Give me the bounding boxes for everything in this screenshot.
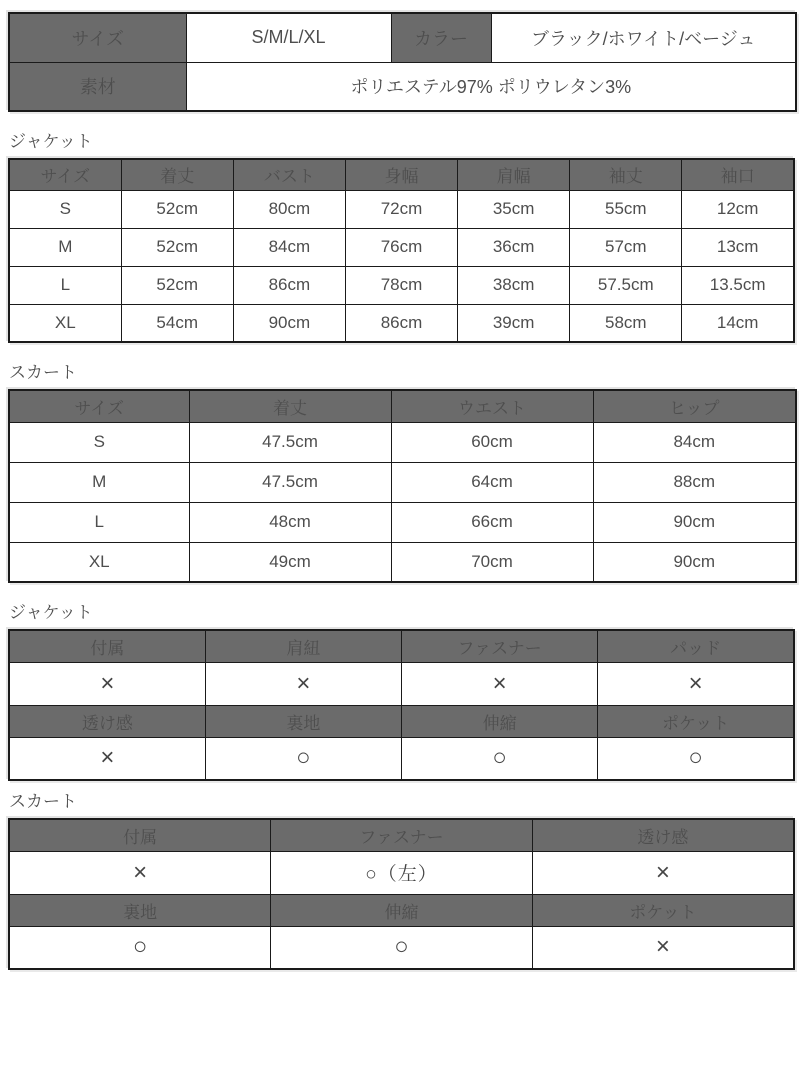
table-row <box>9 926 794 969</box>
table-cell: 84cm <box>233 228 345 266</box>
color-value-cell: ブラック/ホワイト/ベージュ <box>491 13 796 62</box>
size-header-cell: サイズ <box>9 13 186 62</box>
table-header-row <box>9 705 794 737</box>
table-cell <box>402 737 598 780</box>
skirt-spec-table <box>8 818 795 970</box>
cross-mark: × <box>100 744 115 772</box>
column-header: 肩幅 <box>458 159 570 190</box>
jacket-size-table <box>8 158 795 343</box>
table-cell <box>532 926 794 969</box>
column-header: 透け感 <box>532 819 794 851</box>
column-header: 裏地 <box>9 894 271 926</box>
table-cell: 12cm <box>682 190 794 228</box>
table-cell: 86cm <box>233 266 345 304</box>
table-cell: 78cm <box>345 266 457 304</box>
column-header: 身幅 <box>345 159 457 190</box>
table-cell <box>205 737 401 780</box>
table-cell <box>205 662 401 705</box>
column-header: パッド <box>598 630 794 662</box>
table-cell <box>271 851 533 894</box>
table-header-row <box>9 630 794 662</box>
table-row <box>9 62 796 111</box>
column-header: 伸縮 <box>402 705 598 737</box>
table-cell: 52cm <box>121 228 233 266</box>
table-cell: 58cm <box>570 304 682 342</box>
table-cell: 72cm <box>345 190 457 228</box>
circle-mark: ○ <box>296 744 311 772</box>
table-cell: 80cm <box>233 190 345 228</box>
product-summary-table <box>8 12 797 112</box>
table-header-row <box>9 894 794 926</box>
column-header: ファスナー <box>271 819 533 851</box>
table-cell: 90cm <box>233 304 345 342</box>
table-row <box>9 542 796 582</box>
table-cell: 47.5cm <box>189 422 391 462</box>
table-header-row <box>9 159 794 190</box>
jacket-spec-table <box>8 629 795 781</box>
circle-mark: ○ <box>132 933 148 961</box>
table-cell <box>532 851 794 894</box>
column-header: サイズ <box>9 390 189 422</box>
table-cell <box>402 662 598 705</box>
table-cell: 13.5cm <box>682 266 794 304</box>
material-value-cell: ポリエステル97% ポリウレタン3% <box>186 62 796 111</box>
table-cell: 14cm <box>682 304 794 342</box>
table-cell: S <box>9 190 121 228</box>
table-cell <box>598 662 794 705</box>
table-cell: 64cm <box>391 462 593 502</box>
table-cell <box>271 926 533 969</box>
column-header: 着丈 <box>189 390 391 422</box>
column-header: 付属 <box>9 630 205 662</box>
column-header: ポケット <box>598 705 794 737</box>
cross-mark: × <box>655 858 670 886</box>
table-cell: 52cm <box>121 266 233 304</box>
table-cell <box>598 737 794 780</box>
column-header: 着丈 <box>121 159 233 190</box>
skirt-size-table <box>8 389 797 583</box>
table-cell: 86cm <box>345 304 457 342</box>
table-row <box>9 190 794 228</box>
table-cell: 13cm <box>682 228 794 266</box>
cross-mark: × <box>133 858 148 886</box>
cross-mark: × <box>688 669 703 697</box>
column-header: ヒップ <box>593 390 796 422</box>
circle-mark: ○ <box>688 744 703 772</box>
column-header: ポケット <box>532 894 794 926</box>
column-header: 伸縮 <box>271 894 533 926</box>
column-header: 裏地 <box>205 705 401 737</box>
table-cell: 90cm <box>593 542 796 582</box>
cross-mark: × <box>492 669 507 697</box>
skirt-size-section-title: スカート <box>9 363 77 382</box>
table-row <box>9 851 794 894</box>
table-row <box>9 662 794 705</box>
table-cell <box>9 851 271 894</box>
table-cell: 35cm <box>458 190 570 228</box>
circle-mark: ○ <box>394 933 409 961</box>
table-cell: S <box>9 422 189 462</box>
table-cell: 57cm <box>570 228 682 266</box>
jacket-size-section-title: ジャケット <box>9 132 93 151</box>
table-header-row <box>9 819 794 851</box>
column-header: 肩紐 <box>205 630 401 662</box>
table-cell: 54cm <box>121 304 233 342</box>
table-cell: 36cm <box>458 228 570 266</box>
table-row <box>9 13 796 62</box>
table-cell: 57.5cm <box>570 266 682 304</box>
size-value-cell: S/M/L/XL <box>186 13 391 62</box>
table-cell: 76cm <box>345 228 457 266</box>
table-row <box>9 266 794 304</box>
table-cell: XL <box>9 542 189 582</box>
table-cell: 39cm <box>458 304 570 342</box>
table-cell: 48cm <box>189 502 391 542</box>
table-cell: 38cm <box>458 266 570 304</box>
table-row <box>9 228 794 266</box>
column-header: ウエスト <box>391 390 593 422</box>
table-cell: 70cm <box>391 542 593 582</box>
table-row <box>9 502 796 542</box>
skirt-spec-section-title: スカート <box>9 792 77 811</box>
table-cell: 60cm <box>391 422 593 462</box>
material-header-cell: 素材 <box>9 62 186 111</box>
table-cell: 52cm <box>121 190 233 228</box>
table-cell: XL <box>9 304 121 342</box>
table-row <box>9 737 794 780</box>
table-cell: 49cm <box>189 542 391 582</box>
table-row <box>9 462 796 502</box>
table-cell: 88cm <box>593 462 796 502</box>
table-cell: 55cm <box>570 190 682 228</box>
color-header-cell: カラー <box>391 13 491 62</box>
table-cell <box>9 662 205 705</box>
column-header: 透け感 <box>9 705 205 737</box>
column-header: 袖丈 <box>570 159 682 190</box>
column-header: ファスナー <box>402 630 598 662</box>
cross-mark: × <box>100 669 115 697</box>
table-cell: 47.5cm <box>189 462 391 502</box>
column-header: サイズ <box>9 159 121 190</box>
column-header: バスト <box>233 159 345 190</box>
cross-mark: × <box>655 933 670 961</box>
table-cell: 90cm <box>593 502 796 542</box>
table-cell: M <box>9 228 121 266</box>
column-header: 袖口 <box>682 159 794 190</box>
table-cell: 84cm <box>593 422 796 462</box>
jacket-spec-section-title: ジャケット <box>9 603 93 622</box>
table-cell: M <box>9 462 189 502</box>
cross-mark: × <box>296 669 311 697</box>
table-row <box>9 304 794 342</box>
table-cell <box>9 737 205 780</box>
table-cell: L <box>9 502 189 542</box>
table-row <box>9 422 796 462</box>
table-header-row <box>9 390 796 422</box>
circle-left-mark: ○（左） <box>365 864 438 885</box>
circle-mark: ○ <box>492 744 507 772</box>
table-cell: L <box>9 266 121 304</box>
column-header: 付属 <box>9 819 271 851</box>
table-cell: 66cm <box>391 502 593 542</box>
table-cell <box>9 926 271 969</box>
